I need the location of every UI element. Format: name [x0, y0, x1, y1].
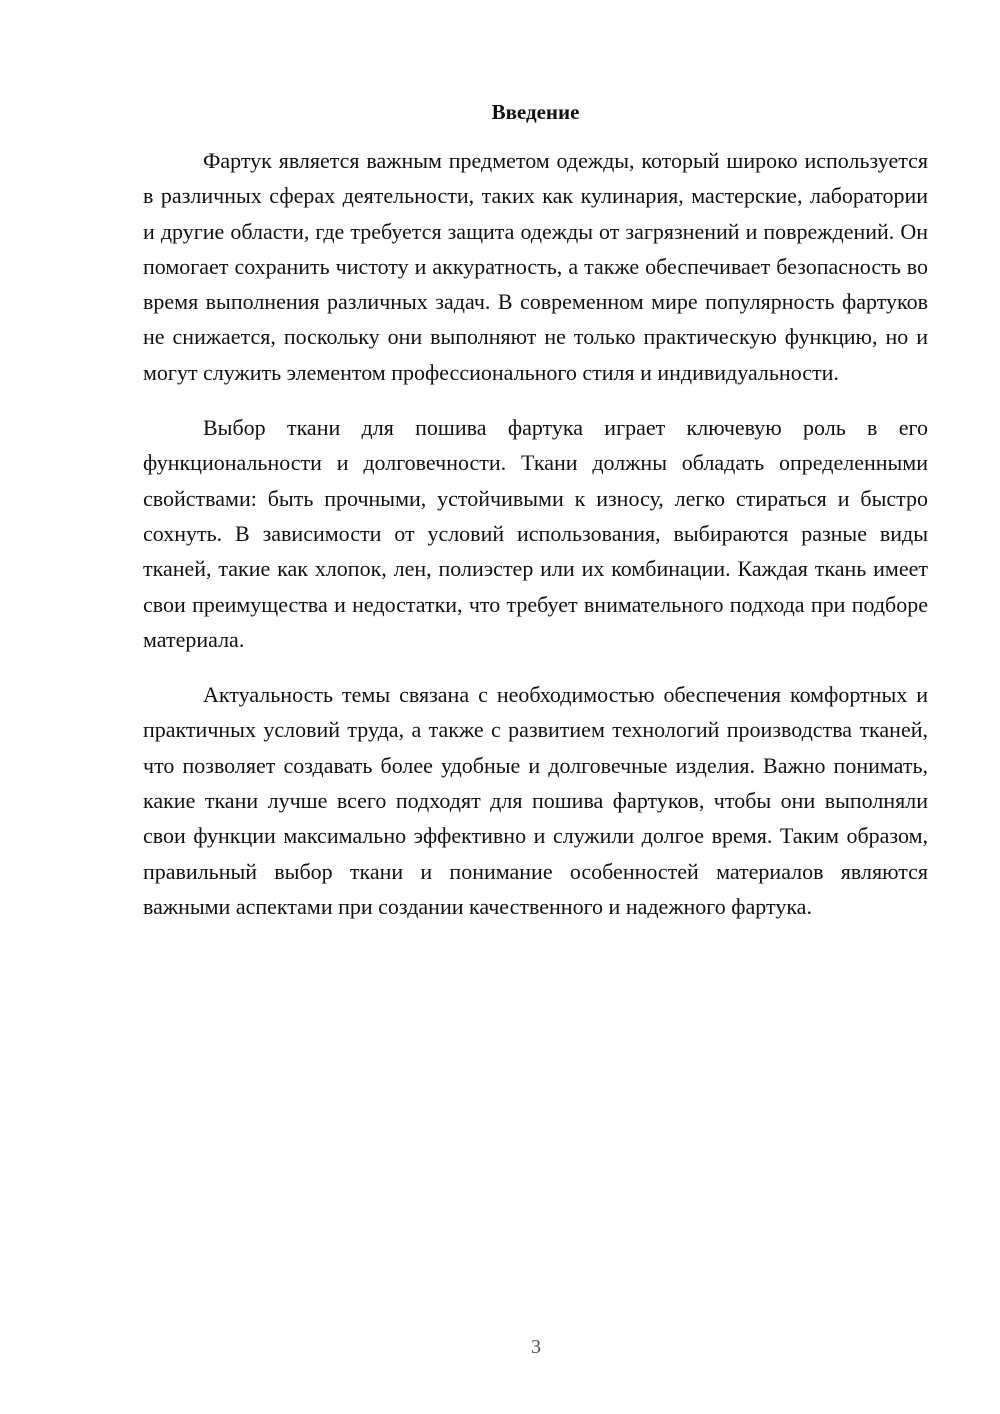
- page-number: 3: [531, 1336, 541, 1358]
- section-heading: Введение: [491, 100, 580, 124]
- paragraph-3: Актуальность темы связана с необходимостью обеспечения комфортных и практичных условий труда, а также с развитием технологий производства тканей, что позволяет создавать более удобные и долговечные изделия. Важно понимать, какие ткани лучше всего подходят для пошива фартуков, чтобы они выполняли свои функции максимально эффективно и служили долгое время. Таким образом, правильный выбор ткани и понимание особенностей материалов являются важными аспектами при создании качественного и надежного фартука.: [143, 682, 928, 919]
- paragraph-1: Фартук является важным предметом одежды, который широко используется в различных сферах деятельности, таких как кулинария, мастерские, лаборатории и другие области, где требуется защита одежды от загрязнений и повреждений. Он помогает сохранить чистоту и аккуратность, а также обеспечивает безопасность во время выполнения различных задач. В современном мире популярность фартуков не снижается, поскольку они выполняют не только практическую функцию, но и могут служить элементом профессионального стиля и индивидуальности.: [143, 148, 928, 385]
- body-text: [143, 143, 928, 944]
- paragraph-2: Выбор ткани для пошива фартука играет ключевую роль в его функциональности и долговечности. Ткани должны обладать определенными свойствами: быть прочными, устойчивыми к износу, легко стираться и быстро сохнуть. В зависимости от условий использования, выбираются разные виды тканей, такие как хлопок, лен, полиэстер или их комбинации. Каждая ткань имеет свои преимущества и недостатки, что требует внимательного подхода при подборе материала.: [143, 415, 928, 652]
